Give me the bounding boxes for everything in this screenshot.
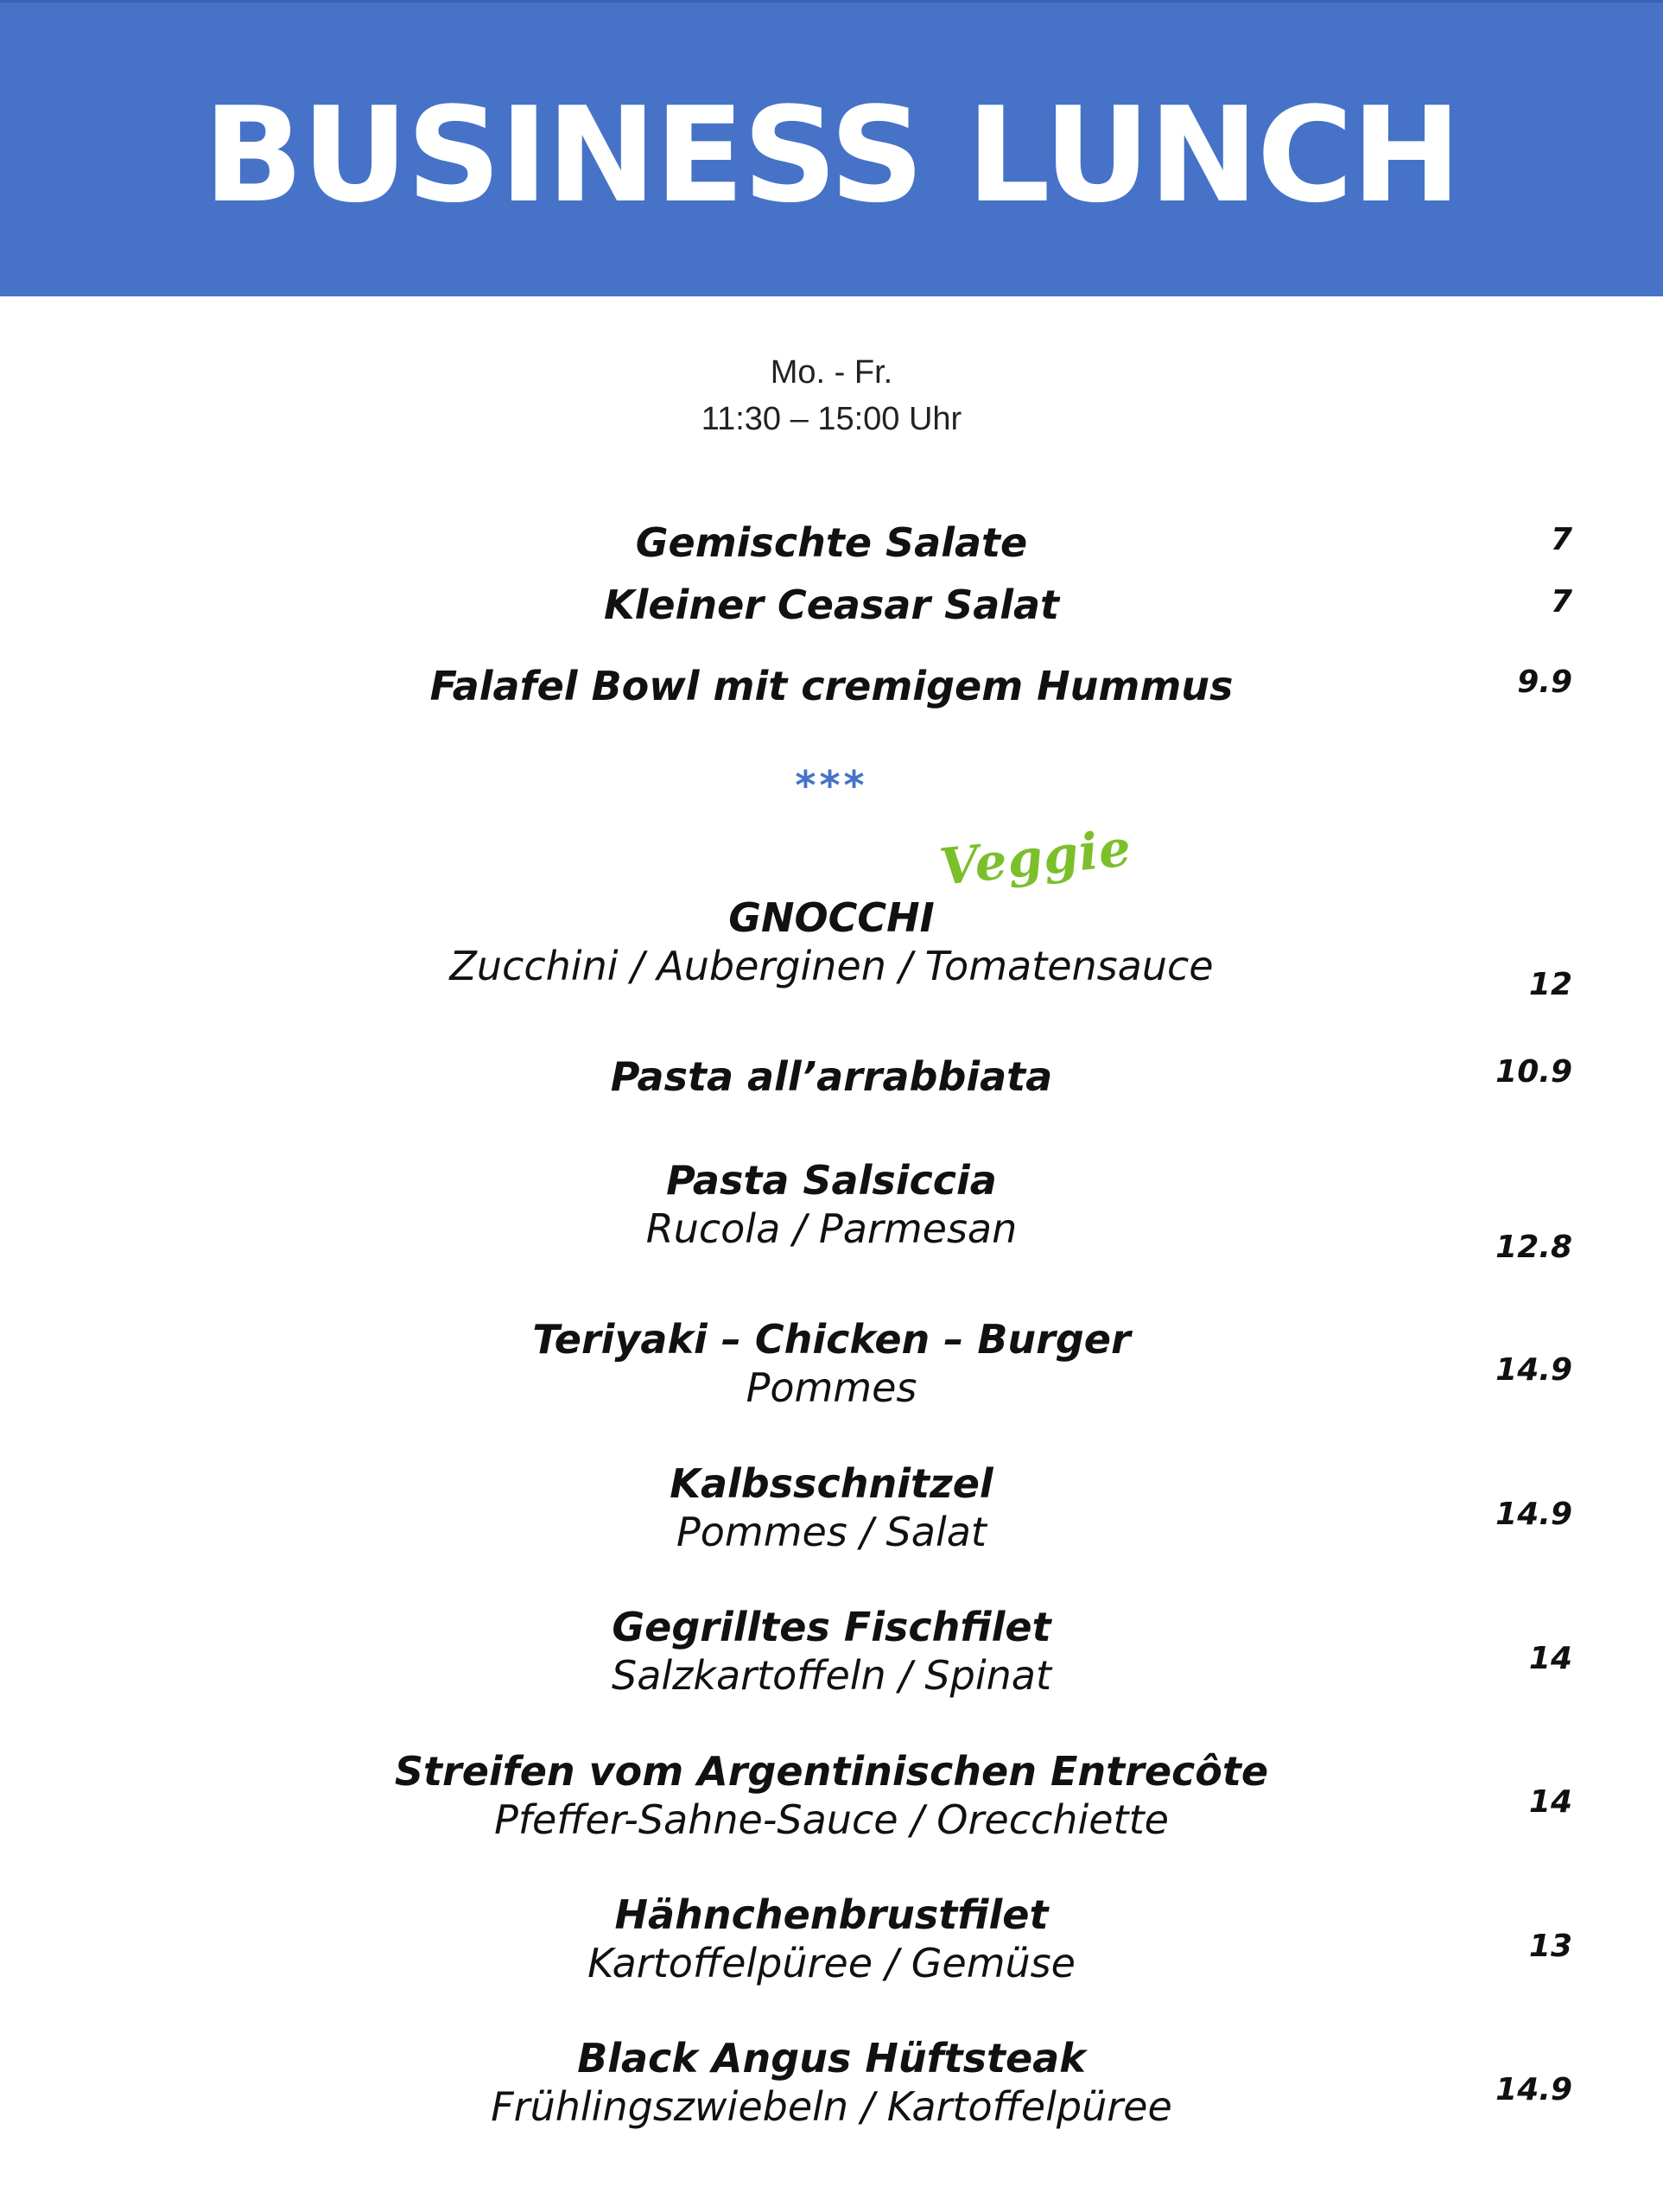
menu-item — [328, 581, 1335, 629]
menu-item — [328, 1052, 1335, 1101]
header-banner — [0, 0, 1663, 296]
item-name: Gemischte Salate — [635, 519, 1028, 566]
section-separator: *** — [795, 762, 868, 809]
opening-days: Mo. - Fr. — [770, 354, 893, 391]
item-price: 14.9 — [1495, 1497, 1572, 1532]
item-price: 12.8 — [1495, 1230, 1572, 1265]
menu-title: BUSINESS LUNCH — [203, 79, 1460, 232]
menu-item — [328, 1603, 1335, 1700]
item-price: 14 — [1528, 1784, 1572, 1820]
item-name: Hähnchenbrustfilet — [614, 1891, 1049, 1938]
item-name: GNOCCHI — [728, 894, 935, 941]
item-price: 12 — [1528, 967, 1572, 1002]
item-name: Streifen vom Argentinischen Entrecôte — [394, 1748, 1269, 1795]
item-description: Pommes / Salat — [676, 1509, 987, 1555]
menu-item — [328, 1891, 1335, 1987]
item-price: 14.9 — [1495, 2072, 1572, 2107]
item-description: Pommes — [746, 1364, 917, 1411]
item-name: Gegrilltes Fischfilet — [612, 1604, 1051, 1650]
menu-item — [328, 662, 1335, 710]
item-name: Kleiner Ceasar Salat — [603, 582, 1060, 628]
item-price: 7 — [1550, 584, 1572, 620]
item-name: Kalbsschnitzel — [670, 1460, 993, 1507]
item-price: 14 — [1528, 1641, 1572, 1676]
item-name: Pasta Salsiccia — [666, 1157, 997, 1204]
item-description: Salzkartoffeln / Spinat — [612, 1652, 1051, 1699]
menu-item — [328, 1156, 1335, 1253]
item-price: 14.9 — [1495, 1352, 1572, 1388]
item-price: 13 — [1528, 1929, 1572, 1964]
item-description: Rucola / Parmesan — [645, 1205, 1018, 1252]
item-price: 7 — [1550, 522, 1572, 557]
menu-item — [328, 1315, 1335, 1412]
menu-item — [328, 1459, 1335, 1556]
menu-item — [328, 893, 1335, 990]
item-description: Zucchini / Auberginen / Tomatensauce — [449, 943, 1214, 989]
item-description: Kartoffelpüree / Gemüse — [587, 1940, 1076, 1986]
opening-time: 11:30 – 15:00 Uhr — [701, 401, 962, 437]
menu-item — [328, 1747, 1335, 1844]
item-name: Pasta all’arrabbiata — [610, 1053, 1053, 1100]
veggie-badge: Veggie — [936, 817, 1134, 897]
item-description: Frühlingszwiebeln / Kartoffelpüree — [491, 2083, 1172, 2130]
item-description: Pfeffer-Sahne-Sauce / Orecchiette — [494, 1796, 1169, 1843]
item-price: 10.9 — [1495, 1054, 1572, 1090]
item-name: Teriyaki – Chicken – Burger — [532, 1316, 1131, 1363]
item-name: Black Angus Hüftsteak — [577, 2035, 1086, 2082]
item-price: 9.9 — [1517, 664, 1572, 700]
item-name: Falafel Bowl mit cremigem Hummus — [429, 663, 1234, 709]
menu-item — [328, 2034, 1335, 2131]
menu-item — [328, 518, 1335, 567]
